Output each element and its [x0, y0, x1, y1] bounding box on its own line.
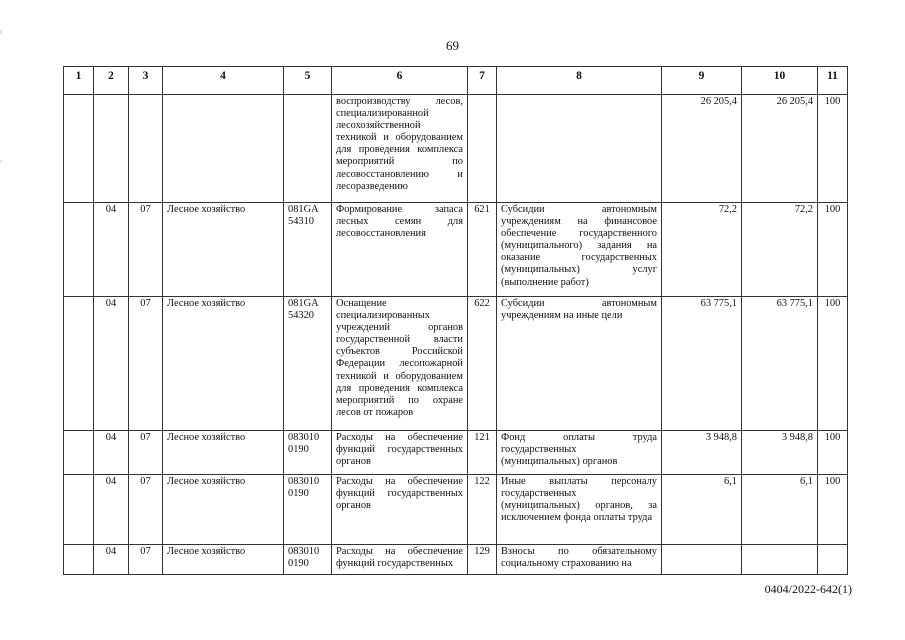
- table-row: [64, 431, 848, 475]
- cell-expense-type-name: Субсидии автономным учреждениям на иные цели: [497, 297, 662, 431]
- col-header-8: 8: [497, 67, 662, 95]
- cell-executed-amount: 26 205,4: [742, 95, 818, 203]
- cell-blank: [64, 431, 94, 475]
- cell-section: 04: [94, 545, 129, 575]
- cell-expense-type-name: Субсидии автономным учреждениям на финансовое обеспечение государственного (муниципального) задания на оказание государственных (муниципальных) услуг (выполнение работ): [497, 203, 662, 297]
- cell-article-name: Формирование запаса лесных семян для лесовосстановления: [332, 203, 468, 297]
- cell-blank: [64, 95, 94, 203]
- cell-expense-type: 621: [468, 203, 497, 297]
- document-reference: 0404/2022-642(1): [764, 582, 852, 596]
- cell-executed-amount: 3 948,8: [742, 431, 818, 475]
- cell-subsection: 07: [129, 297, 163, 431]
- cell-blank: [64, 545, 94, 575]
- col-header-5: 5: [284, 67, 332, 95]
- cell-expense-type-name: Иные выплаты персоналу государственных (муниципальных) органов, за исключением фонда оплаты труда: [497, 475, 662, 545]
- cell-execution-percent: 100: [818, 431, 848, 475]
- col-header-7: 7: [468, 67, 497, 95]
- cell-planned-amount: 72,2: [662, 203, 742, 297]
- cell-section: [94, 95, 129, 203]
- cell-planned-amount: 6,1: [662, 475, 742, 545]
- cell-execution-percent: 100: [818, 475, 848, 545]
- scan-margin-mark: [0, 0, 2, 640]
- cell-section: 04: [94, 475, 129, 545]
- page-number: 69: [446, 38, 459, 53]
- col-header-11: 11: [818, 67, 848, 95]
- cell-execution-percent: 100: [818, 203, 848, 297]
- cell-section-name: [163, 95, 284, 203]
- cell-article-name: воспроизводству лесов, специализированной лесохозяйственной техникой и оборудованием для проведения комплекса мероприятий по лесовосстановлению и лесоразведению: [332, 95, 468, 203]
- cell-target-article: 083010 0190: [284, 545, 332, 575]
- cell-expense-type-name: Фонд оплаты труда государственных (муниципальных) органов: [497, 431, 662, 475]
- cell-target-article: 083010 0190: [284, 431, 332, 475]
- cell-article-name: Расходы на обеспечение функций государственных органов: [332, 431, 468, 475]
- cell-executed-amount: 72,2: [742, 203, 818, 297]
- cell-section: 04: [94, 297, 129, 431]
- cell-section-name: Лесное хозяйство: [163, 297, 284, 431]
- cell-expense-type: 121: [468, 431, 497, 475]
- cell-article-name: Расходы на обеспечение функций государственных органов: [332, 475, 468, 545]
- cell-section-name: Лесное хозяйство: [163, 203, 284, 297]
- cell-planned-amount: [662, 545, 742, 575]
- header-row: [64, 67, 848, 95]
- col-header-1: 1: [64, 67, 94, 95]
- cell-expense-type-name: Взносы по обязательному социальному страхованию на: [497, 545, 662, 575]
- cell-subsection: 07: [129, 475, 163, 545]
- cell-blank: [64, 297, 94, 431]
- col-header-10: 10: [742, 67, 818, 95]
- cell-execution-percent: 100: [818, 95, 848, 203]
- cell-section-name: Лесное хозяйство: [163, 475, 284, 545]
- cell-section: 04: [94, 203, 129, 297]
- cell-expense-type: 122: [468, 475, 497, 545]
- table-row: [64, 297, 848, 431]
- cell-execution-percent: [818, 545, 848, 575]
- cell-executed-amount: [742, 545, 818, 575]
- cell-article-name: Оснащение специализированных учреждений органов государственной власти субъектов Российской Федерации лесопожарной техникой и оборудованием для проведения комплекса мероприятий по охране лесов от пожаров: [332, 297, 468, 431]
- cell-expense-type: 129: [468, 545, 497, 575]
- col-header-9: 9: [662, 67, 742, 95]
- col-header-4: 4: [163, 67, 284, 95]
- table-body: [64, 95, 848, 575]
- cell-article-name: Расходы на обеспечение функций государственных: [332, 545, 468, 575]
- cell-subsection: [129, 95, 163, 203]
- cell-section-name: Лесное хозяйство: [163, 545, 284, 575]
- cell-expense-type-name: [497, 95, 662, 203]
- cell-blank: [64, 203, 94, 297]
- cell-target-article: 083010 0190: [284, 475, 332, 545]
- col-header-2: 2: [94, 67, 129, 95]
- cell-subsection: 07: [129, 203, 163, 297]
- col-header-3: 3: [129, 67, 163, 95]
- col-header-6: 6: [332, 67, 468, 95]
- budget-table: [63, 66, 848, 575]
- table-row: [64, 545, 848, 575]
- cell-planned-amount: 3 948,8: [662, 431, 742, 475]
- cell-target-article: 081GA 54320: [284, 297, 332, 431]
- cell-subsection: 07: [129, 431, 163, 475]
- cell-planned-amount: 63 775,1: [662, 297, 742, 431]
- cell-expense-type: [468, 95, 497, 203]
- table-row: [64, 95, 848, 203]
- cell-expense-type: 622: [468, 297, 497, 431]
- cell-target-article: [284, 95, 332, 203]
- cell-planned-amount: 26 205,4: [662, 95, 742, 203]
- cell-subsection: 07: [129, 545, 163, 575]
- table-row: [64, 203, 848, 297]
- cell-executed-amount: 63 775,1: [742, 297, 818, 431]
- cell-target-article: 081GA 54310: [284, 203, 332, 297]
- cell-section: 04: [94, 431, 129, 475]
- table-row: [64, 475, 848, 545]
- cell-blank: [64, 475, 94, 545]
- cell-section-name: Лесное хозяйство: [163, 431, 284, 475]
- cell-executed-amount: 6,1: [742, 475, 818, 545]
- cell-execution-percent: 100: [818, 297, 848, 431]
